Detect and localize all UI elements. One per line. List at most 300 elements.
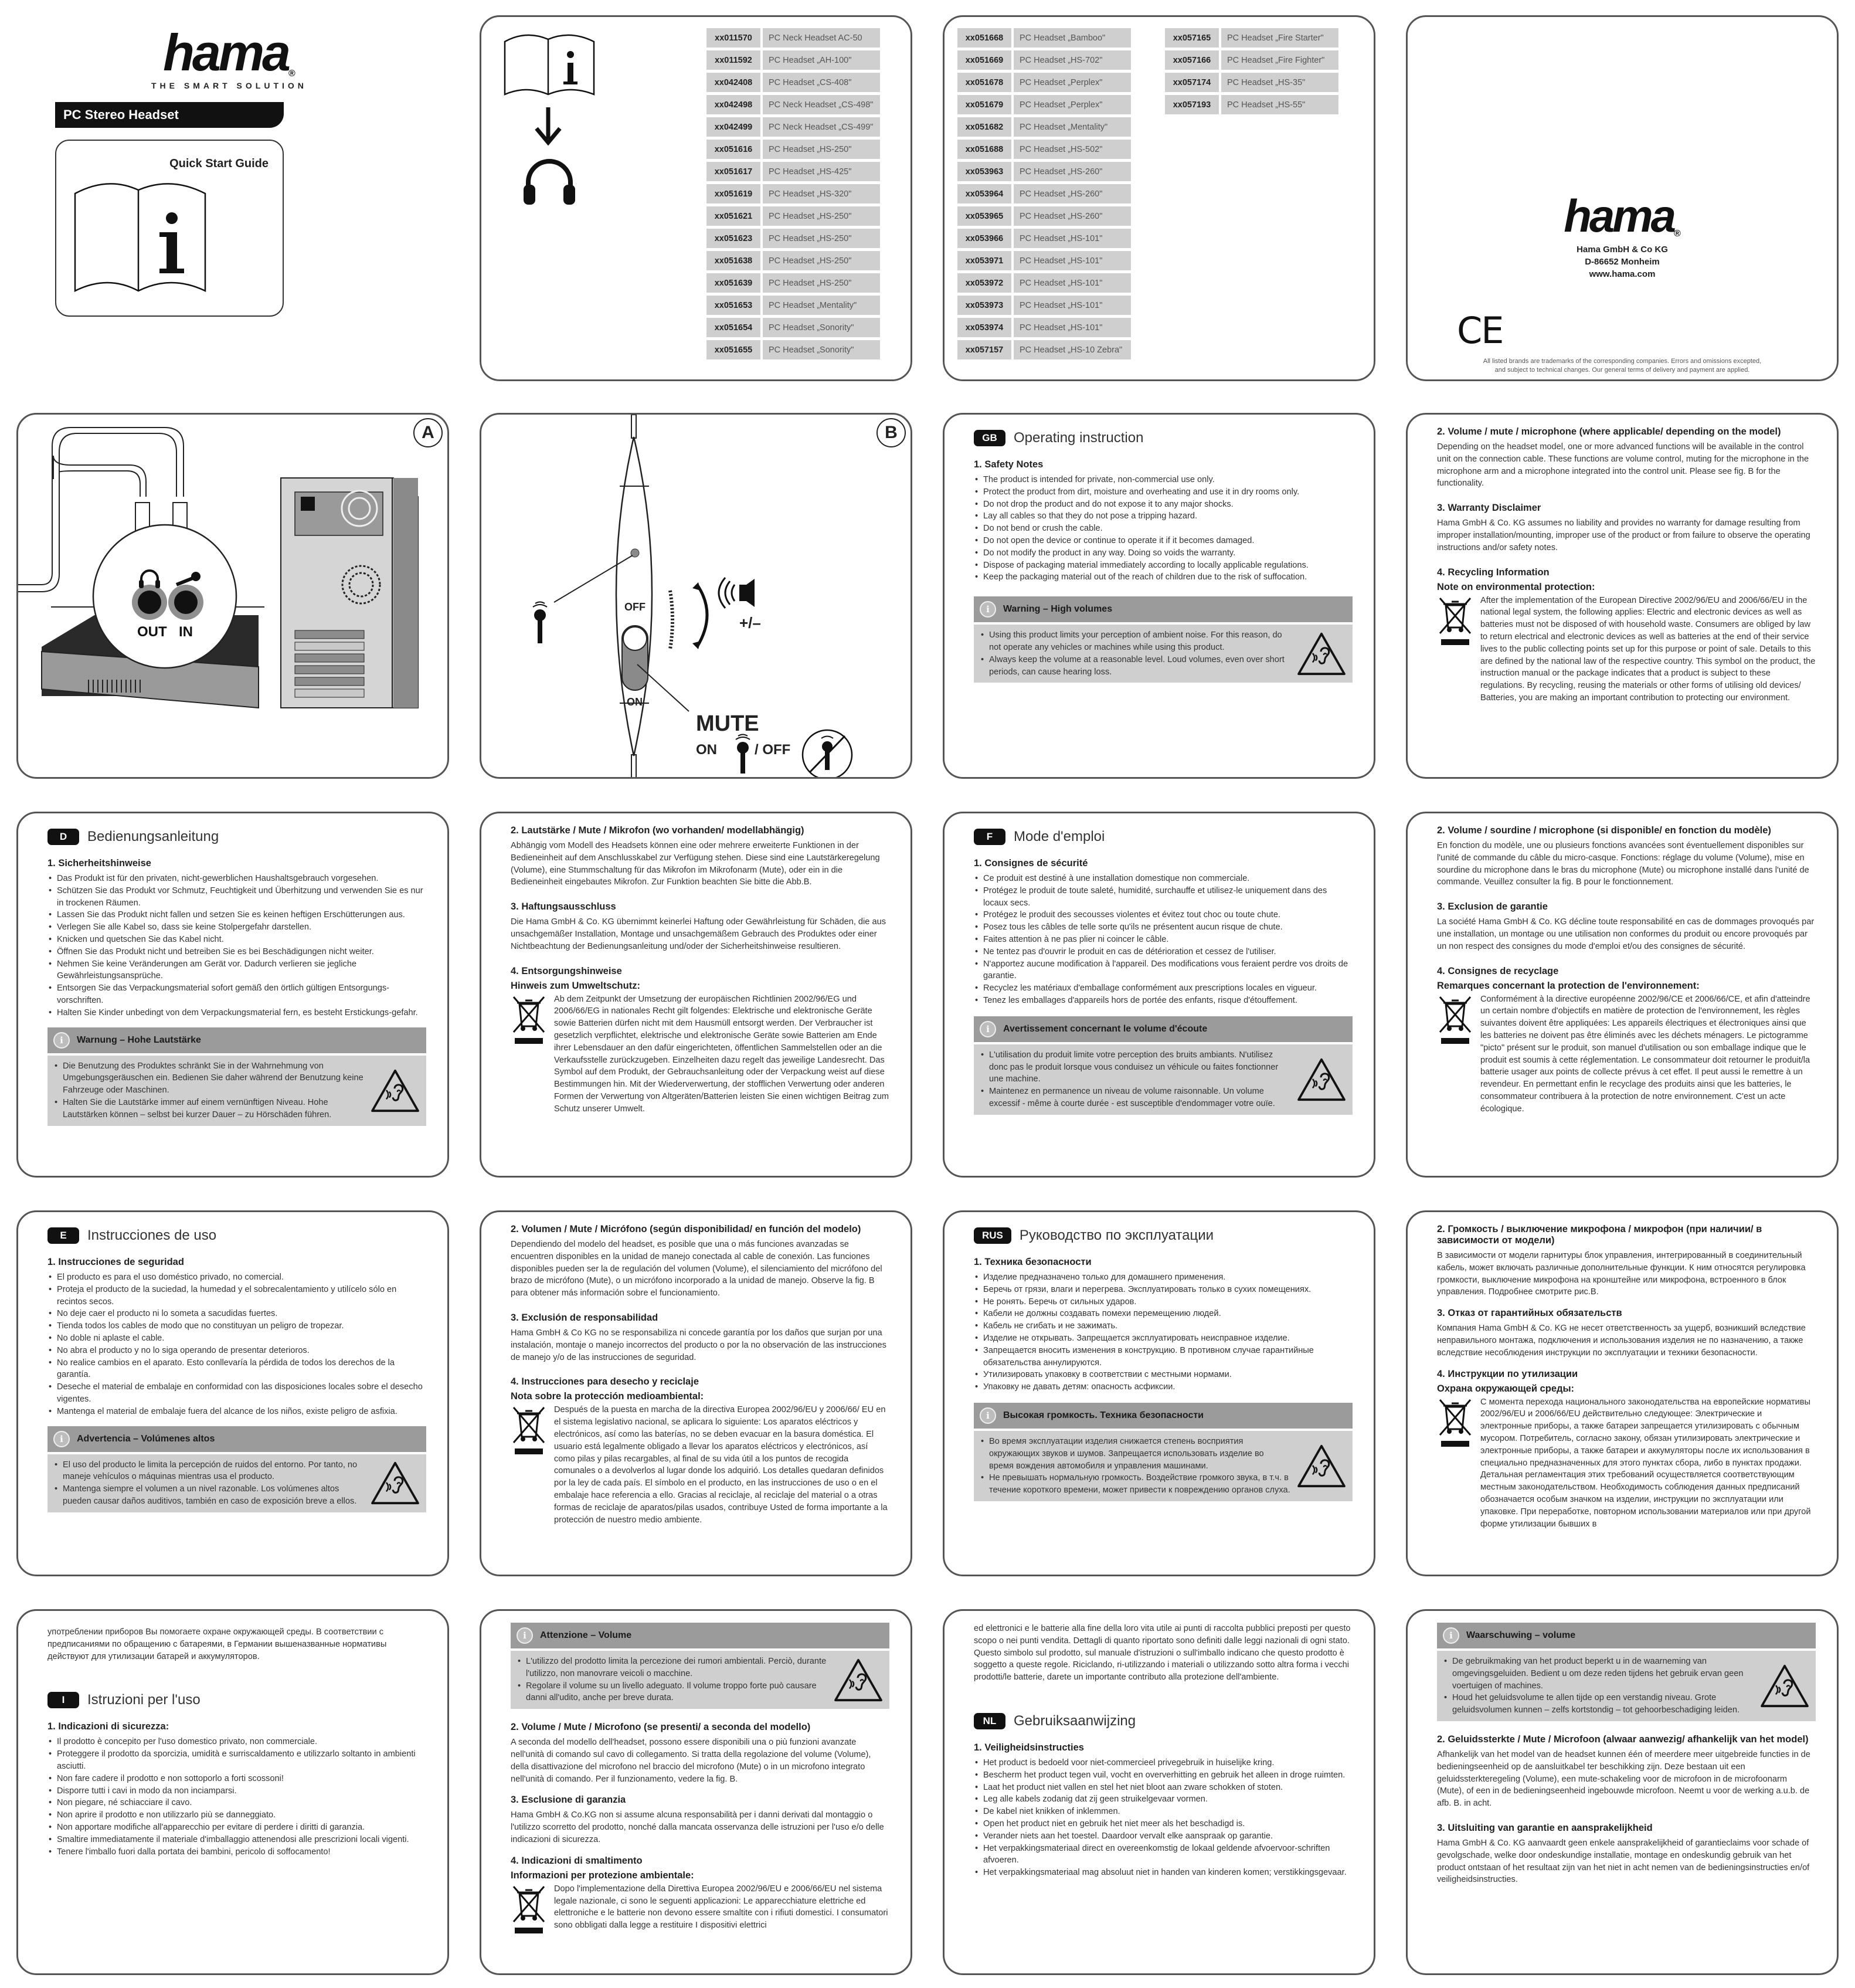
- hearing-warning-icon: [833, 1658, 884, 1702]
- model-code: xx051619: [706, 184, 760, 203]
- list-item: • Упаковку не давать детям: опасность асфиксии.: [974, 1381, 1353, 1393]
- model-row: [706, 184, 880, 203]
- weee-bin-icon: [511, 1883, 547, 1936]
- it-s4-subtitle: Informazioni per protezione ambientale:: [511, 1870, 694, 1881]
- list-item: • Запрещается вносить изменения в конструкцию. В противном случае гарантийные обязательства аннулируются.: [974, 1345, 1353, 1369]
- model-code: xx057165: [1165, 28, 1219, 48]
- model-name: PC Headset „HS-425": [763, 162, 880, 181]
- model-row: [957, 206, 1131, 226]
- list-item: • Во время эксплуатации изделия снижается степень восприятия окружающих звуков и шумов. Запрещается использовать изделие во время вождения автомобиля и управления машинами.: [980, 1436, 1290, 1472]
- es-s4-title: 4. Instrucciones para desecho y reciclaje: [511, 1376, 699, 1387]
- list-item: • De kabel niet knikken of inklemmen.: [974, 1806, 1353, 1818]
- mute-off-label: / OFF: [755, 742, 791, 758]
- tagline: THE SMART SOLUTION: [151, 81, 307, 90]
- list-item: • Proteja el producto de la suciedad, la humedad y el sobrecalentamiento y utilícelo sólo en recintos secos.: [47, 1284, 426, 1308]
- list-item: • The product is intended for private, non-commercial use only.: [974, 474, 1353, 486]
- ru-warning-title: Высокая громкость. Техника безопасности: [1003, 1410, 1204, 1420]
- model-name: PC Headset „HS-101": [1014, 229, 1131, 248]
- ru-it-panel: [16, 1609, 449, 1975]
- nl-s3-title: 3. Uitsluiting van garantie en aansprakelijkheid: [1437, 1822, 1653, 1833]
- de-warning-title: Warnung – Hohe Lautstärke: [77, 1034, 201, 1045]
- model-code: xx051639: [706, 273, 760, 293]
- it-s3-text: Hama GmbH & Co.KG non si assume alcuna responsabilità per i danni derivati dal montaggio o l'utilizzo scorretto del prodotto, nonché dalla mancata osservanza delle istruzioni per l'uso e/o delle indicazioni di sicurezza.: [511, 1810, 884, 1844]
- model-row: [706, 229, 880, 248]
- list-item: • Houd het geluidsvolume te allen tijde op een verstandig niveau. Grote geluidsvolumen kunnen – zelfs kortstondig – tot gehoorbeschadiging leiden.: [1443, 1692, 1754, 1716]
- model-name: PC Headset „HS-55": [1221, 95, 1338, 114]
- list-item: • Verlegen Sie alle Kabel so, dass sie keine Stolpergefahr darstellen.: [47, 921, 426, 934]
- model-code: xx051654: [706, 318, 760, 337]
- disclaimer-line-1: All listed brands are trademarks of the corresponding companies. Errors and omissions excepted,: [1483, 358, 1762, 365]
- company-address: D-86652 Monheim: [1585, 257, 1660, 267]
- fr-s4-subtitle: Remarques concernant la protection de l'environnement:: [1437, 980, 1700, 991]
- model-code: xx051682: [957, 117, 1011, 137]
- nl-warning-box: [1437, 1623, 1816, 1721]
- model-name: PC Headset „Perplex": [1014, 73, 1131, 92]
- es-s3-title: 3. Exclusión de responsabilidad: [511, 1312, 658, 1323]
- model-code: xx042498: [706, 95, 760, 114]
- list-item: • Do not modify the product in any way. Doing so voids the warranty.: [974, 547, 1353, 559]
- list-item: • Öffnen Sie das Produkt nicht und betreiben Sie es bei Beschädigungen nicht weiter.: [47, 946, 426, 958]
- ru-s2-title: 2. Громкость / выключение микрофона / микрофон (при наличии/ в зависимости от модели): [1437, 1224, 1762, 1246]
- list-item: • Halten Sie Kinder unbedingt von dem Verpackungsmaterial fern, es besteht Erstickungs-gefahr.: [47, 1007, 426, 1019]
- lang-title-gb: Operating instruction: [1014, 430, 1144, 446]
- model-code: xx051623: [706, 229, 760, 248]
- model-name: PC Neck Headset „CS-499": [763, 117, 880, 137]
- list-item: • Deseche el material de embalaje en conformidad con las disposiciones locales sobre el desecho vigentes.: [47, 1381, 426, 1406]
- model-row: [706, 296, 880, 315]
- company-website[interactable]: www.hama.com: [1589, 269, 1656, 279]
- model-name: PC Headset „AH-100": [763, 50, 880, 70]
- list-item: • Non fare cadere il prodotto e non sottoporlo a forti scossoni!: [47, 1773, 426, 1785]
- model-row: [706, 117, 880, 137]
- model-row: [957, 28, 1131, 48]
- de-s4-title: 4. Entsorgungshinweise: [511, 965, 622, 976]
- brand-text: hama: [163, 23, 288, 82]
- list-item: • Knicken und quetschen Sie das Kabel nicht.: [47, 934, 426, 946]
- model-row: [957, 340, 1131, 359]
- list-item: • Bescherm het product tegen vuil, vocht en oververhitting en gebruik het alleen in droge ruimten.: [974, 1769, 1353, 1782]
- lang-title-de: Bedienungsanleitung: [87, 829, 219, 844]
- list-item: • Non aprire il prodotto e non utilizzarlo più se danneggiato.: [47, 1809, 426, 1821]
- list-item: • Protégez le produit des secousses violentes et évitez tout choc ou toute chute.: [974, 909, 1353, 921]
- list-item: • L'utilisation du produit limite votre perception des bruits ambiants. N'utilisez donc pas le produit lorsque vous conduisez un véhicule ou faites fonctionner une machine.: [980, 1049, 1290, 1085]
- model-code: xx053971: [957, 251, 1011, 270]
- list-item: • N'apportez aucune modification à l'appareil. Des modifications vous feraient perdre vos droits de garantie.: [974, 958, 1353, 983]
- it-panel-2: [480, 1609, 912, 1975]
- model-row: [706, 206, 880, 226]
- fr-s3-text: La société Hama GmbH & Co. KG décline toute responsabilité en cas de dommages provoqués par une installation, un montage ou une utilisation non conformes du produit ou encore provoqués par un non respect des consignes du mode d'emploi et/ou des consignes de sécurité.: [1437, 917, 1815, 951]
- model-code: xx053965: [957, 206, 1011, 226]
- fr-s1-title: 1. Consignes de sécurité: [974, 858, 1088, 869]
- hama-logo: [151, 23, 307, 90]
- gb-s4-text: After the implementation of the European Directive 2002/96/EU and 2006/66/EU in the national legal system, the following applies: Electric and electronic devices as well as batteries must not be disposed of with household waste. Consumers are obliged by law to return electrical and electronic devices as well as batteries at the end of their service lives to the public collecting points set up for this purpose or point of sale. Details to this are defined by the national law of the respective country. This symbol on the product, the instruction manual or the package indicates that a product is subject to these regulations. By recycling, reusing the materials or other forms of utilising old devices/ Batteries, you are making an important contribution to protecting our environment.: [1480, 595, 1816, 703]
- hearing-warning-icon: [1296, 632, 1347, 676]
- list-item: • No abra el producto y no lo siga operando de presentar deterioros.: [47, 1345, 426, 1357]
- figure-a-panel: [16, 413, 449, 779]
- weee-bin-icon: [1437, 993, 1473, 1046]
- fr-panel-2: [1406, 812, 1839, 1178]
- model-code: xx057166: [1165, 50, 1219, 70]
- list-item: • Die Benutzung des Produktes schränkt Sie in der Wahrnehmung von Umgebungsgeräuschen ein. Bedienen Sie daher während der Benutzung keine Fahrzeuge oder Maschinen.: [53, 1060, 364, 1097]
- weee-bin-icon: [1437, 1396, 1473, 1449]
- nl-panel-2: [1406, 1609, 1839, 1975]
- info-icon: i: [980, 601, 996, 618]
- model-code: xx051678: [957, 73, 1011, 92]
- model-row: [706, 162, 880, 181]
- list-item: • Posez tous les câbles de telle sorte qu'ils ne présentent aucun risque de chute.: [974, 921, 1353, 934]
- model-name: PC Headset „Perplex": [1014, 95, 1131, 114]
- model-name: PC Headset „HS-320": [763, 184, 880, 203]
- gb-panel-1: [943, 413, 1375, 779]
- nl-warning-title: Waarschuwing – volume: [1466, 1630, 1576, 1640]
- registered-mark: ®: [288, 69, 295, 79]
- list-item: • Regolare il volume su un livello adeguato. Il volume troppo forte può causare danni all'udito, anche per breve durata.: [517, 1680, 827, 1705]
- list-item: • Halten Sie die Lautstärke immer auf einem vernünftigen Niveau. Hohe Lautstärken können – selbst bei kurzer Dauer – zu Hörschäden führen.: [53, 1097, 364, 1121]
- model-name: PC Headset „HS-260": [1014, 184, 1131, 203]
- de-s4-text: Ab dem Zeitpunkt der Umsetzung der europäischen Richtlinien 2002/96/EG und 2006/66/EG in nationales Recht gilt folgendes: Elektrische und elektronische Geräte sowie Batterien dürfen nicht mit dem Hausmüll entsorgt werden. Der Verbraucher ist gesetzlich verpflichtet, elektrische und elektronische Geräte sowie Batterien am Ende ihrer Lebensdauer an den dafür eingerichteten, öffentlichen Sammelstellen oder an die Verkaufsstelle zurückzugeben. Einzelheiten dazu regelt das jeweilige Landesrecht. Das Symbol auf dem Produkt, der Gebrauchsanleitung oder der Verpackung weist auf diese Bestimmungen hin. Mit der Wiederverwertung, der stofflichen Verwertung oder anderen Formen der Verwertung von Altgeräten/Batterien leisten Sie einen wichtigen Beitrag zum Schutz unserer Umwelt.: [554, 994, 889, 1114]
- es-s3-text: Hama GmbH & Co KG no se responsabiliza ni concede garantía por los daños que surjan por una instalación, montaje o manejo incorrectos del producto o por la no observación de las instrucciones de manejo y/o de las instrucciones de seguridad.: [511, 1328, 886, 1362]
- it-warning-list: [517, 1655, 827, 1704]
- list-item: • El uso del producto le limita la percepción de ruidos del entorno. Por tanto, no maneje vehículos o máquinas mientras usa el producto.: [53, 1459, 364, 1484]
- manual-info-icon: [502, 30, 596, 100]
- es-s2-title: 2. Volumen / Mute / Micrófono (según disponibilidad/ en función del modelo): [511, 1224, 861, 1234]
- hearing-warning-icon: [370, 1068, 420, 1113]
- de-s2-title: 2. Lautstärke / Mute / Mikrofon (wo vorhanden/ modellabhängig): [511, 825, 804, 836]
- model-name: PC Headset „HS-250": [763, 251, 880, 270]
- model-code: xx053964: [957, 184, 1011, 203]
- lang-title-fr: Mode d'emploi: [1014, 829, 1105, 844]
- model-code: xx053974: [957, 318, 1011, 337]
- list-item: • Il prodotto è concepito per l'uso domestico privato, non commerciale.: [47, 1736, 426, 1748]
- list-item: • Do not drop the product and do not expose it to any major shocks.: [974, 498, 1353, 511]
- model-row: [957, 296, 1131, 315]
- model-row: [706, 140, 880, 159]
- list-item: • Изделие не открывать. Запрещается эксплуатировать неисправное изделие.: [974, 1332, 1353, 1345]
- it-s1-title: 1. Indicazioni di sicurezza:: [47, 1721, 169, 1732]
- info-icon: i: [517, 1627, 533, 1644]
- lang-title-it: Istruzioni per l'uso: [87, 1692, 201, 1708]
- it-nl-panel: [943, 1609, 1375, 1975]
- model-row: [1165, 95, 1338, 114]
- list-item: • De gebruikmaking van het product beperkt u in de waarneming van omgevingsgeluiden. Bedient u om deze reden tijdens het gebruik ervan geen voertuigen of machines.: [1443, 1655, 1754, 1692]
- model-name: PC Headset „HS-250": [763, 273, 880, 293]
- volume-label: +/–: [739, 614, 761, 632]
- model-row: [706, 28, 880, 48]
- model-name: PC Headset „HS-10 Zebra": [1014, 340, 1131, 359]
- model-table-right: [1163, 25, 1341, 117]
- model-row: [957, 140, 1131, 159]
- list-item: • No deje caer el producto ni lo someta a sacudidas fuertes.: [47, 1308, 426, 1320]
- list-item: • Lassen Sie das Produkt nicht fallen und setzen Sie es keinen heftigen Erschütterungen aus.: [47, 909, 426, 921]
- list-item: • No doble ni aplaste el cable.: [47, 1332, 426, 1345]
- de-panel-1: [16, 812, 449, 1178]
- list-item: • Leg alle kabels zodanig dat zij geen struikelgevaar vormen.: [974, 1793, 1353, 1806]
- model-name: PC Headset „Mentality": [1014, 117, 1131, 137]
- es-warning-title: Advertencia – Volúmenes altos: [77, 1433, 215, 1444]
- model-row: [706, 95, 880, 114]
- model-code: xx051688: [957, 140, 1011, 159]
- de-s3-text: Die Hama GmbH & Co. KG übernimmt keinerlei Haftung oder Gewährleistung für Schäden, die aus unsachgemäßer Installation, Montage und unsachgemäßem Gebrauch des Produktes oder einer Nichtbeachtung der Bedienungsanleitung und/oder der Sicherheitshinweise resultieren.: [511, 917, 886, 951]
- info-icon: i: [980, 1021, 996, 1037]
- info-icon: i: [1443, 1627, 1459, 1644]
- list-item: • El producto es para el uso doméstico privado, no comercial.: [47, 1271, 426, 1284]
- list-item: • Non apportare modifiche all'apparecchio per evitare di perdere i diritti di garanzia.: [47, 1821, 426, 1834]
- cover-panel: [16, 15, 449, 381]
- list-item: • Ce produit est destiné à une installation domestique non commerciale.: [974, 873, 1353, 885]
- model-row: [706, 73, 880, 92]
- lang-badge-fr: F: [974, 829, 1005, 845]
- it-s4-title: 4. Indicazioni di smaltimento: [511, 1855, 643, 1866]
- list-item: • Tienda todos los cables de modo que no constituyan un peligro de tropezar.: [47, 1320, 426, 1332]
- gb-s2-title: 2. Volume / mute / microphone (where applicable/ depending on the model): [1437, 426, 1781, 437]
- model-table: [704, 25, 882, 362]
- model-name: PC Headset „CS-408": [763, 73, 880, 92]
- lang-badge-de: D: [47, 829, 79, 845]
- list-item: • Tenere l'imballo fuori dalla portata dei bambini, pericolo di soffocamento!: [47, 1846, 426, 1858]
- list-item: • Faites attention à ne pas plier ni coincer le câble.: [974, 934, 1353, 946]
- nl-s2-title: 2. Geluidssterkte / Mute / Microfoon (alwaar aanwezig/ afhankelijk van het model): [1437, 1733, 1809, 1745]
- hearing-warning-icon: [370, 1461, 420, 1505]
- list-item: • Das Produkt ist für den privaten, nicht-gewerblichen Haushaltsgebrauch vorgesehen.: [47, 873, 426, 885]
- list-item: • Кабель не сгибать и не зажимать.: [974, 1320, 1353, 1332]
- fr-panel-1: [943, 812, 1375, 1178]
- ru-safety-list: [974, 1271, 1353, 1393]
- manual-info-icon: [73, 176, 208, 305]
- model-name: PC Headset „Sonority": [763, 340, 880, 359]
- model-name: PC Headset „HS-502": [1014, 140, 1131, 159]
- mute-on-label: ON: [696, 742, 717, 758]
- model-name: PC Headset „Sonority": [763, 318, 880, 337]
- hearing-warning-icon: [1296, 1444, 1347, 1488]
- de-safety-list: [47, 873, 426, 1019]
- ce-mark: CE: [1457, 309, 1503, 352]
- list-item: • L'utilizzo del prodotto limita la percezione dei rumori ambientali. Perciò, durante l'utilizzo, non manovrare veicoli o macchine.: [517, 1655, 827, 1680]
- manual-headphone-panel: [480, 15, 912, 381]
- list-item: • Using this product limits your perception of ambient noise. For this reason, do not operate any vehicles or machines while using this product.: [980, 629, 1290, 654]
- ru-s1-title: 1. Техника безопасности: [974, 1257, 1092, 1267]
- model-name: PC Headset „HS-250": [763, 229, 880, 248]
- list-item: • Non piegare, né schiacciare il cavo.: [47, 1797, 426, 1809]
- model-name: PC Headset „HS-260": [1014, 162, 1131, 181]
- list-item: • Protect the product from dirt, moisture and overheating and use it in dry rooms only.: [974, 486, 1353, 498]
- ru-s3-text: Компания Hama GmbH & Co. KG не несет ответственность за ущерб, возникший вследствие неправильного монтажа, подключения и использования изделия не по назначению, а также вследствие несоблюдения инструкции по эксплуатации и техники безопасности.: [1437, 1324, 1806, 1358]
- model-name: PC Neck Headset AC-50: [763, 28, 880, 48]
- list-item: • Schützen Sie das Produkt vor Schmutz, Feuchtigkeit und Überhitzung und verwenden Sie es nur in trockenen Räumen.: [47, 885, 426, 910]
- ru-s3-title: 3. Отказ от гарантийных обязательств: [1437, 1308, 1622, 1319]
- list-item: • Keep the packaging material out of the reach of children due to the risk of suffocation.: [974, 571, 1353, 583]
- lang-badge-es: E: [47, 1227, 79, 1244]
- list-item: • Het verpakkingsmateriaal mag absoluut niet in handen van kinderen komen; verstikkingsgevaar.: [974, 1867, 1353, 1879]
- fr-s2-text: En fonction du modèle, une ou plusieurs fonctions avancées sont éventuellement disponibles sur l'unité de commande du câble du micro-casque. Fonctions: réglage du volume (Volume), mise en sourdine du microphone dans le bras du microphone (Mute) ou microphone installé dans l'unité de commande. Veuillez consulter la fig. B pour le fonctionnement.: [1437, 841, 1809, 887]
- es-panel-2: [480, 1210, 912, 1576]
- model-code: xx057157: [957, 340, 1011, 359]
- nl-safety-list: [974, 1757, 1353, 1879]
- model-row: [1165, 28, 1338, 48]
- model-table-left: [955, 25, 1133, 362]
- gb-panel-2: [1406, 413, 1839, 779]
- de-s4-subtitle: Hinweis zum Umweltschutz:: [511, 980, 640, 991]
- model-code: xx053966: [957, 229, 1011, 248]
- model-row: [957, 229, 1131, 248]
- it-safety-list: [47, 1736, 426, 1858]
- model-name: PC Headset „HS-101": [1014, 318, 1131, 337]
- list-item: • Не превышать нормальную громкость. Воздействие громкого звука, в т.ч. в течение короткого времени, может привести к повреждению органов слуха.: [980, 1472, 1290, 1497]
- model-row: [957, 184, 1131, 203]
- switch-off-label: OFF: [624, 601, 645, 613]
- list-item: • Het verpakkingsmateriaal direct en overeenkomstig de lokaal geldende afvoervoor-schriften afvoeren.: [974, 1843, 1353, 1867]
- lang-title-nl: Gebruiksaanwijzing: [1014, 1712, 1136, 1729]
- list-item: • Изделие предназначено только для домашнего применения.: [974, 1271, 1353, 1284]
- guide-card: [55, 140, 284, 317]
- hama-logo: [1408, 190, 1837, 279]
- model-row: [957, 273, 1131, 293]
- list-item: • Protégez le produit de toute saleté, humidité, surchauffe et utilisez-le uniquement dans des locaux secs.: [974, 885, 1353, 910]
- it-s4-text-continued: ed elettronici e le batterie alla fine della loro vita utile ai punti di raccolta pubblici preposti per questo scopo o nei punti vendita. Dettagli di quanto riportato sono definiti dalle leggi nazionali di ogni stato. Questo simbolo sul prodotto, sul manuale d'istruzioni o sull'imballo indicano che questo prodotto è soggetto a queste regole. Riciclando, ri-utilizzando i materiali o utilizzando sotto altra forma i vecchi prodotti/le batterie, darete un importante contributo alla protezione dell'ambiente.: [974, 1624, 1351, 1682]
- list-item: • Dispose of packaging material immediately according to locally applicable regulations.: [974, 559, 1353, 572]
- model-name: PC Headset „HS-101": [1014, 273, 1131, 293]
- disclaimer-line-2: and subject to technical changes. Our general terms of delivery and payment are applied.: [1494, 367, 1750, 374]
- it-s2-title: 2. Volume / Mute / Microfono (se presenti/ a seconda del modello): [511, 1722, 811, 1733]
- fr-warning-title: Avertissement concernant le volume d'écoute: [1003, 1023, 1208, 1034]
- de-s1-title: 1. Sicherheitshinweise: [47, 858, 151, 869]
- hearing-warning-icon: [1759, 1664, 1810, 1708]
- list-item: • Verander niets aan het toestel. Daardoor vervalt elke aanspraak op garantie.: [974, 1830, 1353, 1843]
- lang-badge-ru: RUS: [974, 1227, 1011, 1244]
- ru-panel-2: [1406, 1210, 1839, 1576]
- model-row: [957, 162, 1131, 181]
- de-s2-text: Abhängig vom Modell des Headsets können eine oder mehrere erweiterte Funktionen in der Bedieneinheit auf dem Anschlusskabel zur Verfügung stehen. Diese sind eine Lautstärkeregelung (Volume), eine Stummschaltung für das Mikrofon im Mikrofonarm (Mute), oder ein in die Bedieneinheit eingebautes Mikrofon. Zur Funktion beachten Sie bitte die Abb.B.: [511, 841, 880, 887]
- in-port-label: IN: [179, 624, 193, 640]
- model-row: [706, 273, 880, 293]
- model-code: xx042499: [706, 117, 760, 137]
- switch-on-label: ON: [627, 696, 643, 708]
- list-item: • Disporre tutti i cavi in modo da non inciamparsi.: [47, 1785, 426, 1797]
- list-item: • Беречь от грязи, влаги и перегрева. Эксплуатировать только в сухих помещениях.: [974, 1284, 1353, 1296]
- ru-s4-text-continued: употреблении приборов Вы помогаете охране окружающей среды. В соответствии с предписаниями по обращению с батареями, в Германии вышеназванные нормативы действуют для утилизации батарей и аккумуляторов.: [47, 1627, 387, 1661]
- registered-mark: ®: [1673, 229, 1681, 239]
- model-code: xx051621: [706, 206, 760, 226]
- list-item: • Recyclez les matériaux d'emballage conformément aux prescriptions locales en vigueur.: [974, 982, 1353, 995]
- model-code: xx053972: [957, 273, 1011, 293]
- hearing-warning-icon: [1296, 1057, 1347, 1102]
- model-name: PC Headset „HS-260": [1014, 206, 1131, 226]
- back-cover-panel: [1406, 15, 1839, 381]
- list-item: • Утилизировать упаковку в соответствии с местными нормами.: [974, 1369, 1353, 1381]
- model-name: PC Headset „HS-101": [1014, 251, 1131, 270]
- fr-warning-box: [974, 1016, 1353, 1115]
- model-code: xx053963: [957, 162, 1011, 181]
- model-code: xx042408: [706, 73, 760, 92]
- model-row: [1165, 73, 1338, 92]
- nl-s1-title: 1. Veiligheidsinstructies: [974, 1742, 1084, 1753]
- model-row: [957, 318, 1131, 337]
- list-item: • Laat het product niet vallen en stel het niet bloot aan zware schokken of stoten.: [974, 1782, 1353, 1794]
- gb-s1-title: 1. Safety Notes: [974, 459, 1044, 470]
- arrow-down-icon: [531, 105, 566, 146]
- weee-bin-icon: [1437, 595, 1473, 647]
- list-item: • Do not open the device or continue to operate it if it becomes damaged.: [974, 535, 1353, 547]
- gb-s4-title: 4. Recycling Information: [1437, 566, 1550, 578]
- model-list-panel: [943, 15, 1375, 381]
- model-row: [957, 117, 1131, 137]
- model-row: [706, 340, 880, 359]
- mute-label: MUTE: [696, 711, 759, 736]
- model-code: xx051653: [706, 296, 760, 315]
- nl-warning-list: [1443, 1655, 1754, 1716]
- lang-badge-nl: NL: [974, 1713, 1005, 1729]
- model-name: PC Headset „Fire Starter": [1221, 28, 1338, 48]
- fr-safety-list: [974, 873, 1353, 1007]
- model-code: xx053973: [957, 296, 1011, 315]
- model-name: PC Headset „Bamboo": [1014, 28, 1131, 48]
- es-safety-list: [47, 1271, 426, 1418]
- model-code: xx011570: [706, 28, 760, 48]
- figure-b-label: B: [876, 418, 906, 447]
- gb-warning-box: [974, 596, 1353, 683]
- model-name: PC Headset „HS-250": [763, 206, 880, 226]
- lang-title-es: Instrucciones de uso: [87, 1227, 217, 1243]
- list-item: • Mantenga el material de embalaje fuera del alcance de los niños, existe peligro de asfixia.: [47, 1406, 426, 1418]
- model-row: [706, 318, 880, 337]
- it-s3-title: 3. Esclusione di garanzia: [511, 1794, 626, 1806]
- figure-a-label: A: [413, 418, 443, 447]
- fr-warning-list: [980, 1049, 1290, 1110]
- it-warning-title: Attenzione – Volume: [540, 1630, 632, 1640]
- model-row: [957, 95, 1131, 114]
- guide-label: Quick Start Guide: [169, 157, 269, 170]
- info-icon: i: [980, 1407, 996, 1424]
- ru-s2-text: В зависимости от модели гарнитуры блок управления, интегрированный в соединительный кабель, может включать различные дополнительные функции. К ним относятся регулировка громкости, выключение микрофона на кронштейне или микрофона, встроенного в блок управления. Подробнее смотрите рис.B.: [1437, 1251, 1806, 1297]
- model-code: xx051679: [957, 95, 1011, 114]
- list-item: • Maintenez en permanence un niveau de volume raisonnable. Un volume excessif - même à courte durée - est susceptible d'endommager votre ouïe.: [980, 1085, 1290, 1110]
- es-s2-text: Dependiendo del modelo del headset, es posible que una o más funciones avanzadas se encuentren disponibles en la unidad de manejo conectada al cable de conexión. Las funciones disponibles pueden ser la de regulación del volumen (Volume), el silenciamiento del micrófono del brazo de micrófono (Mute), o un micrófono incorporado a la unidad de manejo. Observe la fig. B para obtener más información sobre el funcionamiento.: [511, 1240, 882, 1298]
- info-icon: i: [53, 1032, 70, 1049]
- model-row: [957, 73, 1131, 92]
- list-item: • Mantenga siempre el volumen a un nivel razonable. Los volúmenes altos pueden causar daños auditivos, también en caso de exposición breve a ellos.: [53, 1483, 364, 1508]
- figure-b-panel: [480, 413, 912, 779]
- es-s4-text: Después de la puesta en marcha de la directiva Europea 2002/96/EU y 2006/66/ EU en el sistema legislativo nacional, se aplicara lo siguiente: Los aparatos eléctricos y electrónicos, así como las baterías, no se deben evacuar en la basura doméstica. El usuario está legalmente obligado a llevar los aparatos eléctricos y electrónicos, así como pilas y pilas recargables, al final de su vida útil a los puntos de recogida comunales o a devolverlos al lugar donde los adquirió. Los detalles quedaran definidos por la ley de cada país. El símbolo en el producto, en las instrucciones de uso o en el embalaje hace referencia a ello. Gracias al reciclaje, al reciclaje del material o a otras formas de reciclaje de aparatos/pilas usados, contribuye Usted de forma importante a la protección de nuestro medio ambiente.: [554, 1405, 888, 1525]
- it-s4-text: Dopo l'implementazione della Direttiva Europea 2002/96/EU e 2006/66/EU nel sistema legale nazionale, ci sono le seguenti applicazioni: Le apparecchiature elettriche ed elettroniche e le batterie non devono essere smaltite con i rifiuti domestici. I consumatori sono obbligati dalla legge a restituire I dispositivi elettrici: [554, 1884, 888, 1931]
- gb-s4-subtitle: Note on environmental protection:: [1437, 581, 1595, 592]
- list-item: • Always keep the volume at a reasonable level. Loud volumes, even over short periods, can cause hearing loss.: [980, 654, 1290, 679]
- list-item: • Не ронять. Беречь от сильных ударов.: [974, 1296, 1353, 1308]
- product-title: PC Stereo Headset: [63, 107, 179, 122]
- list-item: • No realice cambios en el aparato. Esto conllevaría la pérdida de todos los derechos de la garantía.: [47, 1357, 426, 1382]
- model-row: [706, 251, 880, 270]
- model-name: PC Neck Headset „CS-498": [763, 95, 880, 114]
- fr-s4-title: 4. Consignes de recyclage: [1437, 965, 1559, 976]
- lang-title-ru: Руководство по эксплуатации: [1019, 1227, 1214, 1243]
- model-row: [957, 251, 1131, 270]
- es-warning-box: [47, 1426, 426, 1512]
- model-code: xx011592: [706, 50, 760, 70]
- de-warning-list: [53, 1060, 364, 1121]
- es-panel-1: [16, 1210, 449, 1576]
- product-title-banner: [55, 102, 284, 128]
- es-s1-title: 1. Instrucciones de seguridad: [47, 1257, 184, 1267]
- model-name: PC Headset „HS-702": [1014, 50, 1131, 70]
- de-panel-2: [480, 812, 912, 1178]
- model-name: PC Headset „Mentality": [763, 296, 880, 315]
- list-item: • Smaltire immediatamente il materiale d'imballaggio attenendosi alle prescrizioni locali vigenti.: [47, 1834, 426, 1846]
- ru-s4-text: С момента перехода национального законодательства на европейские нормативы 2002/96/EU и 2006/66/EU действительно следующее: Электрические и электронные приборы, а также батареи запрещается утилизировать с обычным мусором. Потребитель, согласно закону, обязан утилизировать электрические и электронные приборы, а также батареи и аккумуляторы после их использования в специально предназначенных для этого пунктах сбора, либо в пунктах продажи. Детальная регламентация этих требований осуществляется соответствующим местным законодательством. Необходимость соблюдения данных предписаний обозначается особым значком на изделии, инструкции по эксплуатации или упаковке. При переработке, повторном использовании материалов или при другой форме утилизации бывших в: [1480, 1397, 1811, 1529]
- list-item: • Proteggere il prodotto da sporcizia, umidità e surriscaldamento e utilizzarlo soltanto in ambienti asciutti.: [47, 1748, 426, 1773]
- es-s4-subtitle: Nota sobre la protección medioambiental:: [511, 1391, 704, 1402]
- list-item: • Ne tentez pas d'ouvrir le produit en cas de détérioration et cessez de l'utiliser.: [974, 946, 1353, 958]
- ru-warning-list: [980, 1436, 1290, 1497]
- model-code: xx057174: [1165, 73, 1219, 92]
- model-code: xx051638: [706, 251, 760, 270]
